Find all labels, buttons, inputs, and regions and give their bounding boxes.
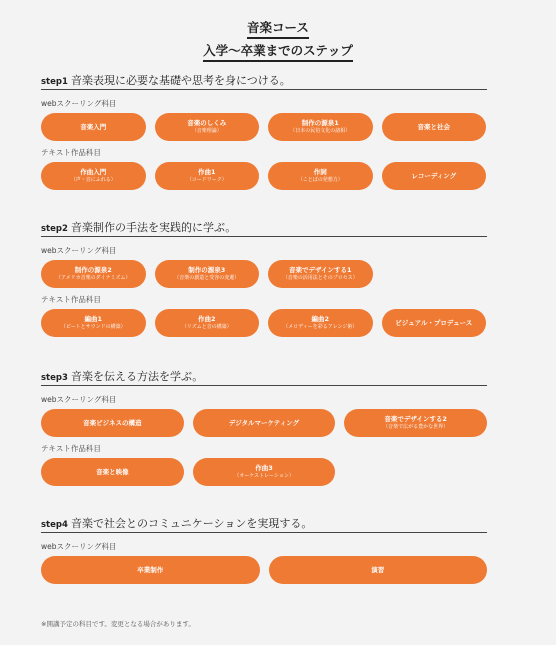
- course-sublabel: （メロディーを彩るアレンジ術）: [283, 323, 358, 330]
- page-title: [0, 17, 556, 62]
- course-button[interactable]: [41, 409, 184, 437]
- course-label: レコーディング: [411, 171, 457, 180]
- course-label: 編曲2: [311, 315, 330, 324]
- course-label: 音楽でデザインする2: [384, 415, 447, 424]
- course-sublabel: （音楽の創造と受容の変遷）: [174, 274, 240, 281]
- course-sublabel: （音楽理論）: [191, 127, 222, 134]
- course-button[interactable]: [344, 409, 487, 437]
- course-label: 作曲3: [255, 464, 273, 473]
- course-label: 作曲入門: [80, 168, 107, 177]
- course-sublabel: （日本の民俗文化の諸相）: [290, 127, 351, 134]
- step-heading: [41, 368, 487, 386]
- step-label: step3: [41, 373, 68, 383]
- course-button[interactable]: [155, 260, 260, 288]
- course-button[interactable]: [155, 113, 260, 141]
- course-button[interactable]: [193, 409, 336, 437]
- course-row: [41, 260, 487, 288]
- course-label: 演習: [371, 565, 385, 574]
- category-label: webスクーリング科目: [41, 246, 117, 255]
- step-heading: [41, 72, 487, 90]
- course-label: 作曲2: [197, 315, 216, 324]
- course-button[interactable]: [268, 260, 373, 288]
- course-button[interactable]: [382, 309, 487, 337]
- page-title-line1: 音楽コース: [247, 20, 309, 39]
- step-heading: [41, 219, 487, 237]
- course-button[interactable]: [382, 162, 487, 190]
- course-label: 音楽でデザインする1: [288, 266, 352, 275]
- footnote: ※開講予定の科目です。変更となる場合があります。: [41, 620, 195, 628]
- step-label: step2: [41, 224, 68, 234]
- course-sublabel: （リズムと音の構築）: [181, 323, 232, 330]
- course-button[interactable]: [155, 309, 260, 337]
- category-label: テキスト作品科目: [41, 295, 101, 304]
- course-button[interactable]: [41, 162, 146, 190]
- course-label: 作曲1: [197, 168, 216, 177]
- course-row: [41, 556, 487, 584]
- course-button[interactable]: [155, 162, 260, 190]
- course-label: 音楽と社会: [417, 122, 450, 131]
- course-label: 音楽と映像: [96, 467, 129, 476]
- course-label: 音楽ビジネスの構造: [83, 418, 142, 427]
- course-label: 制作の源泉3: [188, 266, 226, 275]
- step-title: 音楽制作の手法を実践的に学ぶ。: [71, 221, 237, 234]
- course-row: [41, 162, 487, 190]
- course-button[interactable]: [269, 556, 488, 584]
- course-sublabel: （オーケストレーション）: [234, 472, 294, 479]
- step-section-4: [41, 515, 487, 584]
- course-button[interactable]: [268, 162, 373, 190]
- course-sublabel: （声・音にふれる）: [70, 176, 116, 183]
- step-title: 音楽表現に必要な基礎や思考を身につける。: [71, 74, 291, 87]
- course-label: ビジュアル・プロデュース: [395, 318, 473, 327]
- course-label: 音楽入門: [80, 122, 107, 131]
- course-button[interactable]: [382, 113, 487, 141]
- course-sublabel: （ことばの発想力）: [297, 176, 343, 183]
- category-label: テキスト作品科目: [41, 444, 101, 453]
- step-label: step4: [41, 520, 68, 530]
- course-row: [41, 458, 487, 486]
- course-label: 卒業制作: [137, 565, 164, 574]
- category-label: webスクーリング科目: [41, 99, 117, 108]
- course-button[interactable]: [41, 458, 184, 486]
- category-label: テキスト作品科目: [41, 148, 101, 157]
- course-button[interactable]: [268, 309, 373, 337]
- course-label: 作詞: [313, 168, 327, 177]
- step-section-2: [41, 219, 487, 337]
- course-row: [41, 309, 487, 337]
- course-button[interactable]: [41, 309, 146, 337]
- step-title: 音楽で社会とのコミュニケーションを実現する。: [71, 517, 313, 530]
- step-heading: [41, 515, 487, 533]
- step-section-1: [41, 72, 487, 190]
- category-label: webスクーリング科目: [41, 395, 117, 404]
- course-button[interactable]: [41, 113, 146, 141]
- course-sublabel: （音楽の活用法とそのプロセス）: [282, 274, 358, 281]
- course-sublabel: （音楽で広がる豊かな世界）: [383, 423, 449, 430]
- course-row: [41, 409, 487, 437]
- course-sublabel: （コードワーク）: [186, 176, 227, 183]
- course-label: 編曲1: [84, 315, 103, 324]
- course-label: デジタルマーケティング: [228, 418, 300, 427]
- step-section-3: [41, 368, 487, 486]
- course-label: 制作の源泉2: [74, 266, 112, 275]
- course-label: 制作の源泉1: [301, 119, 339, 128]
- page-title-line2: 入学～卒業までのステップ: [203, 43, 353, 62]
- course-sublabel: （アメリカ音楽のダイナミズム）: [55, 274, 131, 281]
- course-label: 音楽のしくみ: [187, 119, 227, 128]
- course-button[interactable]: [41, 260, 146, 288]
- course-button[interactable]: [193, 458, 336, 486]
- step-title: 音楽を伝える方法を学ぶ。: [71, 370, 204, 383]
- course-sublabel: （ビートとサウンドの構築）: [60, 323, 126, 330]
- course-button[interactable]: [41, 556, 260, 584]
- category-label: webスクーリング科目: [41, 542, 117, 551]
- course-button[interactable]: [268, 113, 373, 141]
- course-row: [41, 113, 487, 141]
- step-label: step1: [41, 77, 68, 87]
